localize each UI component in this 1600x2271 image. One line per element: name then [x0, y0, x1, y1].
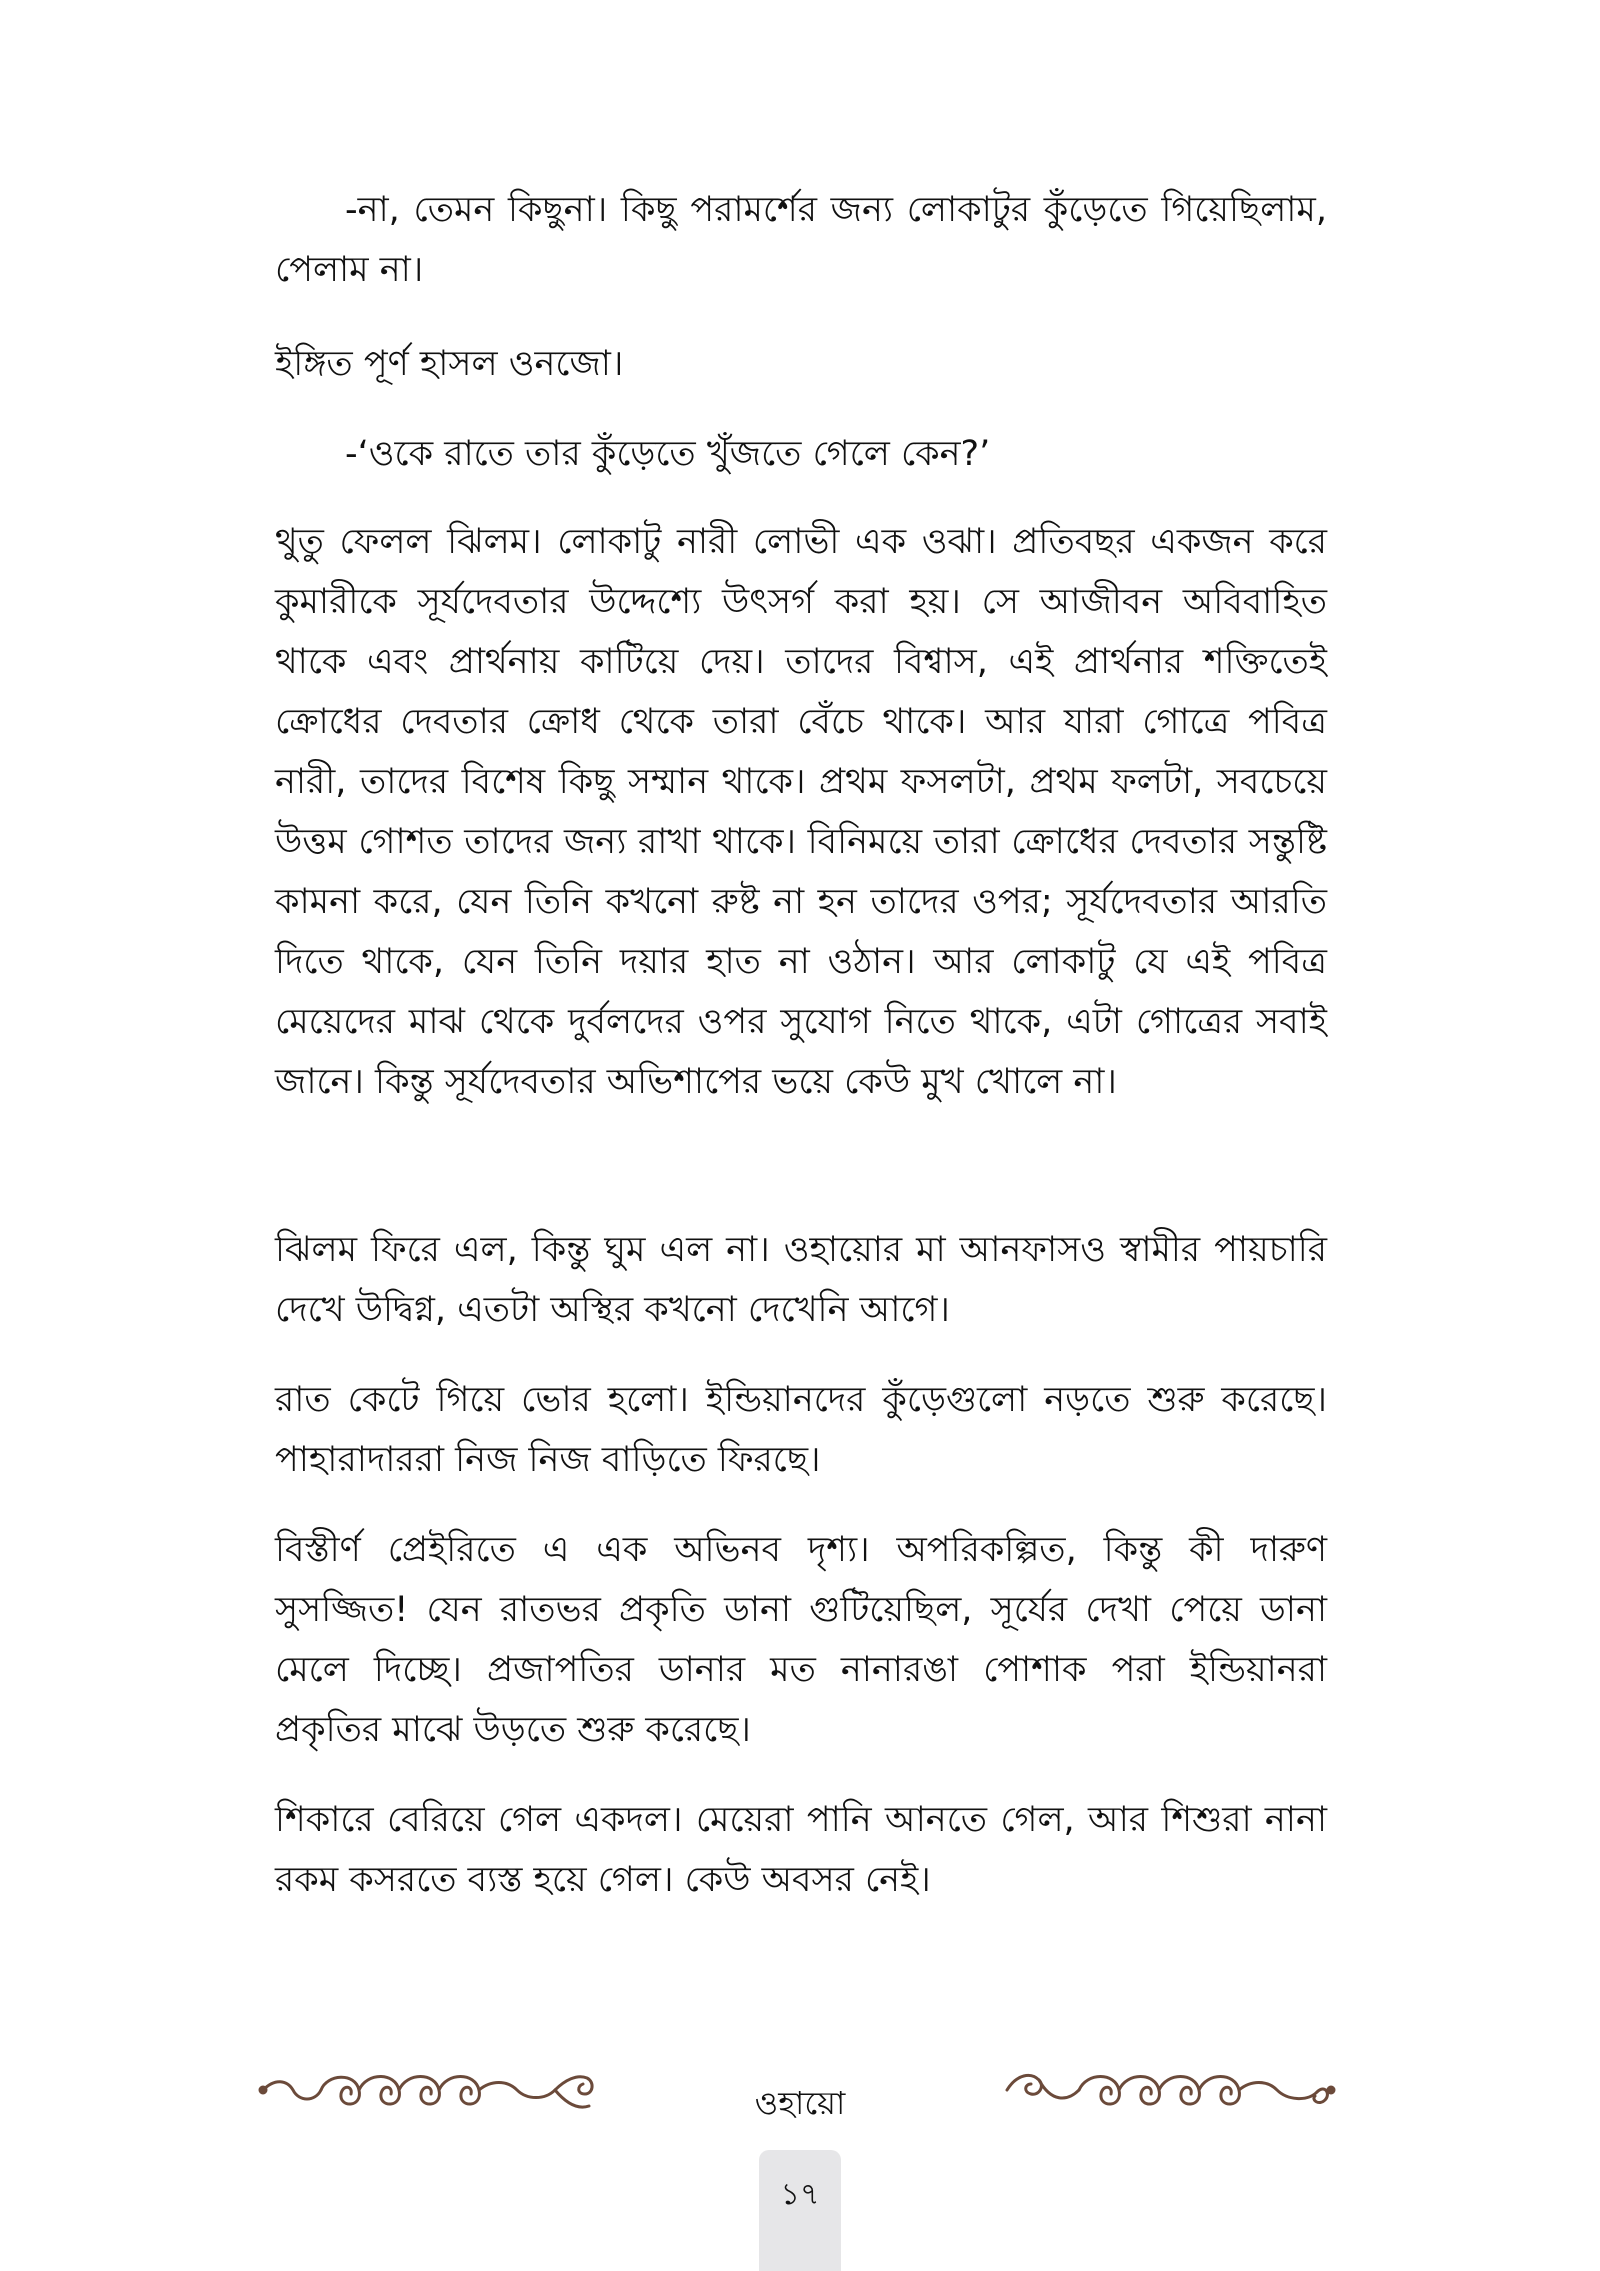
dialogue-paragraph-1: -না, তেমন কিছুনা। কিছু পরামর্শের জন্য লোকাটুর কুঁড়েতে গিয়েছিলাম, পেলাম না।: [275, 190, 1327, 290]
page-footer: [0, 2050, 1600, 2130]
narration-paragraph-6: শিকারে বেরিয়ে গেল একদল। মেয়েরা পানি আনতে গেল, আর শিশুরা নানা রকম কসরতে ব্যস্ত হয়ে গেল। কেউ অবসর নেই।: [275, 1800, 1327, 1900]
dialogue-paragraph-2: -‘ওকে রাতে তার কুঁড়েতে খুঁজতে গেলে কেন?’: [345, 434, 991, 474]
page-number-tab: [759, 2150, 841, 2271]
left-flourish-ornament: [255, 2050, 600, 2120]
running-title: ওহায়ো: [754, 2084, 846, 2122]
page-number: ১৭: [780, 2177, 820, 2212]
narration-paragraph-1: ইঙ্গিত পূর্ণ হাসল ওনজো।: [275, 344, 624, 384]
narration-paragraph-5: বিস্তীর্ণ প্রেইরিতে এ এক অভিনব দৃশ্য। অপরিকল্পিত, কিন্তু কী দারুণ সুসজ্জিত! যেন রাতভর প্রকৃতি ডানা গুটিয়েছিল, সূর্যের দেখা পেয়ে ডানা মেলে দিচ্ছে। প্রজাপতির ডানার মত নানারঙা পোশাক পরা ইন্ডিয়ানরা প্রকৃতির মাঝে উড়তে শুরু করেছে।: [275, 1530, 1327, 1750]
narration-paragraph-2: থুতু ফেলল ঝিলম। লোকাটু নারী লোভী এক ওঝা। প্রতিবছর একজন করে কুমারীকে সূর্যদেবতার উদ্দেশ্যে উৎসর্গ করা হয়। সে আজীবন অবিবাহিত থাকে এবং প্রার্থনায় কাটিয়ে দেয়। তাদের বিশ্বাস, এই প্রার্থনার শক্তিতেই ক্রোধের দেবতার ক্রোধ থেকে তারা বেঁচে থাকে। আর যারা গোত্রে পবিত্র নারী, তাদের বিশেষ কিছু সম্মান থাকে। প্রথম ফসলটা, প্রথম ফলটা, সবচেয়ে উত্তম গোশত তাদের জন্য রাখা থাকে। বিনিময়ে তারা ক্রোধের দেবতার সন্তুষ্টি কামনা করে, যেন তিনি কখনো রুষ্ট না হন তাদের ওপর; সূর্যদেবতার আরতি দিতে থাকে, যেন তিনি দয়ার হাত না ওঠান। আর লোকাটু যে এই পবিত্র মেয়েদের মাঝ থেকে দুর্বলদের ওপর সুযোগ নিতে থাকে, এটা গোত্রের সবাই জানে। কিন্তু সূর্যদেবতার অভিশাপের ভয়ে কেউ মুখ খোলে না।: [275, 522, 1327, 1102]
narration-paragraph-4: রাত কেটে গিয়ে ভোর হলো। ইন্ডিয়ানদের কুঁড়েগুলো নড়তে শুরু করেছে। পাহারাদাররা নিজ নিজ বাড়িতে ফিরছে।: [275, 1380, 1327, 1480]
narration-paragraph-3: ঝিলম ফিরে এল, কিন্তু ঘুম এল না। ওহায়োর মা আনফাসও স্বামীর পায়চারি দেখে উদ্বিগ্ন, এতটা অস্থির কখনো দেখেনি আগে।: [275, 1230, 1327, 1330]
right-flourish-ornament: [995, 2050, 1340, 2120]
